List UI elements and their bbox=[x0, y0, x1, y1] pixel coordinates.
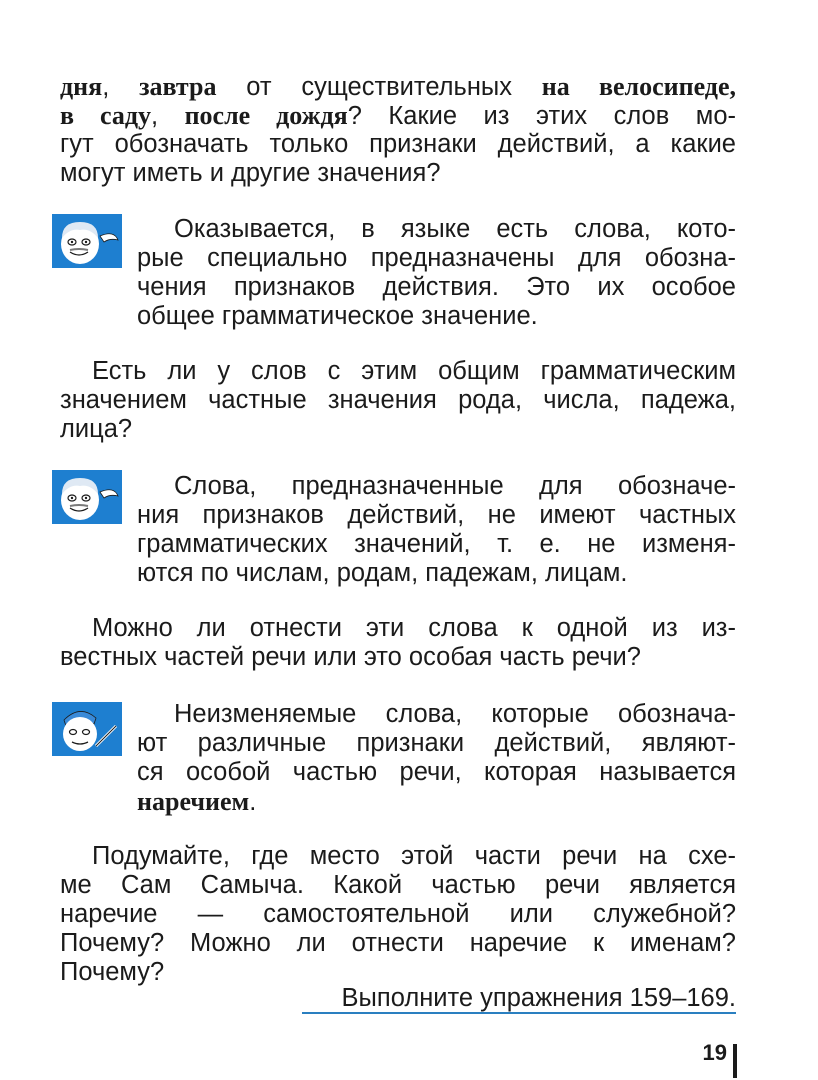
bold-word: после дождя bbox=[184, 101, 348, 130]
text: ? Какие из этих слов мо- bbox=[347, 102, 736, 130]
paragraph1-line2 bbox=[60, 101, 736, 131]
note1-line3: чения признаков действия. Это их особое bbox=[137, 273, 736, 301]
page-number-bar bbox=[733, 1044, 737, 1078]
term-adverb: наречием bbox=[137, 787, 250, 816]
question2-line2: вестных частей речи или это особая часть речи? bbox=[60, 643, 641, 671]
note3-line2: ют различные признаки действий, являют- bbox=[137, 729, 736, 757]
question1-line2: значением частные значения рода, числа, падежа, bbox=[60, 386, 736, 414]
bold-word: дня bbox=[60, 72, 103, 101]
question3-line5: Почему? bbox=[60, 958, 165, 986]
note2-line1: Слова, предназначенные для обозначе- bbox=[174, 472, 736, 500]
paragraph1-line3: гут обозначать только признаки действий, а какие bbox=[60, 130, 736, 158]
question3-line3: наречие — самостоятельной или служебной? bbox=[60, 900, 736, 928]
task-underline bbox=[302, 1012, 736, 1014]
bold-word: завтра bbox=[139, 72, 217, 101]
text: . bbox=[249, 788, 257, 816]
text: , bbox=[102, 73, 140, 101]
task-reference: Выполните упражнения 159–169. bbox=[341, 984, 736, 1012]
sam-samych-writing-icon bbox=[50, 700, 124, 758]
note1-line4: общее грамматическое значение. bbox=[137, 302, 538, 330]
question1-line1: Есть ли у слов с этим общим грамматическим bbox=[92, 357, 736, 385]
note2-line2: ния признаков действий, не имеют частных bbox=[137, 501, 736, 529]
note1-line1: Оказывается, в языке есть слова, кото- bbox=[174, 215, 736, 243]
note2-line3: грамматических значений, т. е. не изменя- bbox=[137, 530, 736, 558]
question2-line1: Можно ли отнести эти слова к одной из из- bbox=[92, 614, 736, 642]
note3-line4 bbox=[137, 787, 736, 817]
question3-line1: Подумайте, где место этой части речи на схе- bbox=[92, 842, 736, 870]
bold-word: в саду bbox=[60, 101, 151, 130]
question3-line4: Почему? Можно ли отнести наречие к именам? bbox=[60, 929, 736, 957]
note1-line2: рые специально предназначены для обозна- bbox=[137, 244, 736, 272]
bold-word: на велосипеде, bbox=[541, 72, 736, 101]
paragraph1-line4: могут иметь и другие значения? bbox=[60, 159, 441, 187]
note3-line1: Неизменяемые слова, которые обознача- bbox=[174, 700, 736, 728]
sam-samych-icon bbox=[50, 468, 124, 526]
text: от существительных bbox=[216, 73, 542, 101]
note2-line4: ются по числам, родам, падежам, лицам. bbox=[137, 559, 628, 587]
question1-line3: лица? bbox=[60, 415, 133, 443]
note3-line3: ся особой частью речи, которая называется bbox=[137, 758, 736, 786]
text: , bbox=[150, 102, 185, 130]
paragraph1-line1 bbox=[60, 72, 736, 102]
page-number: 19 bbox=[702, 1040, 727, 1065]
sam-samych-icon bbox=[50, 212, 124, 270]
question3-line2: ме Сам Самыча. Какой частью речи является bbox=[60, 871, 736, 899]
